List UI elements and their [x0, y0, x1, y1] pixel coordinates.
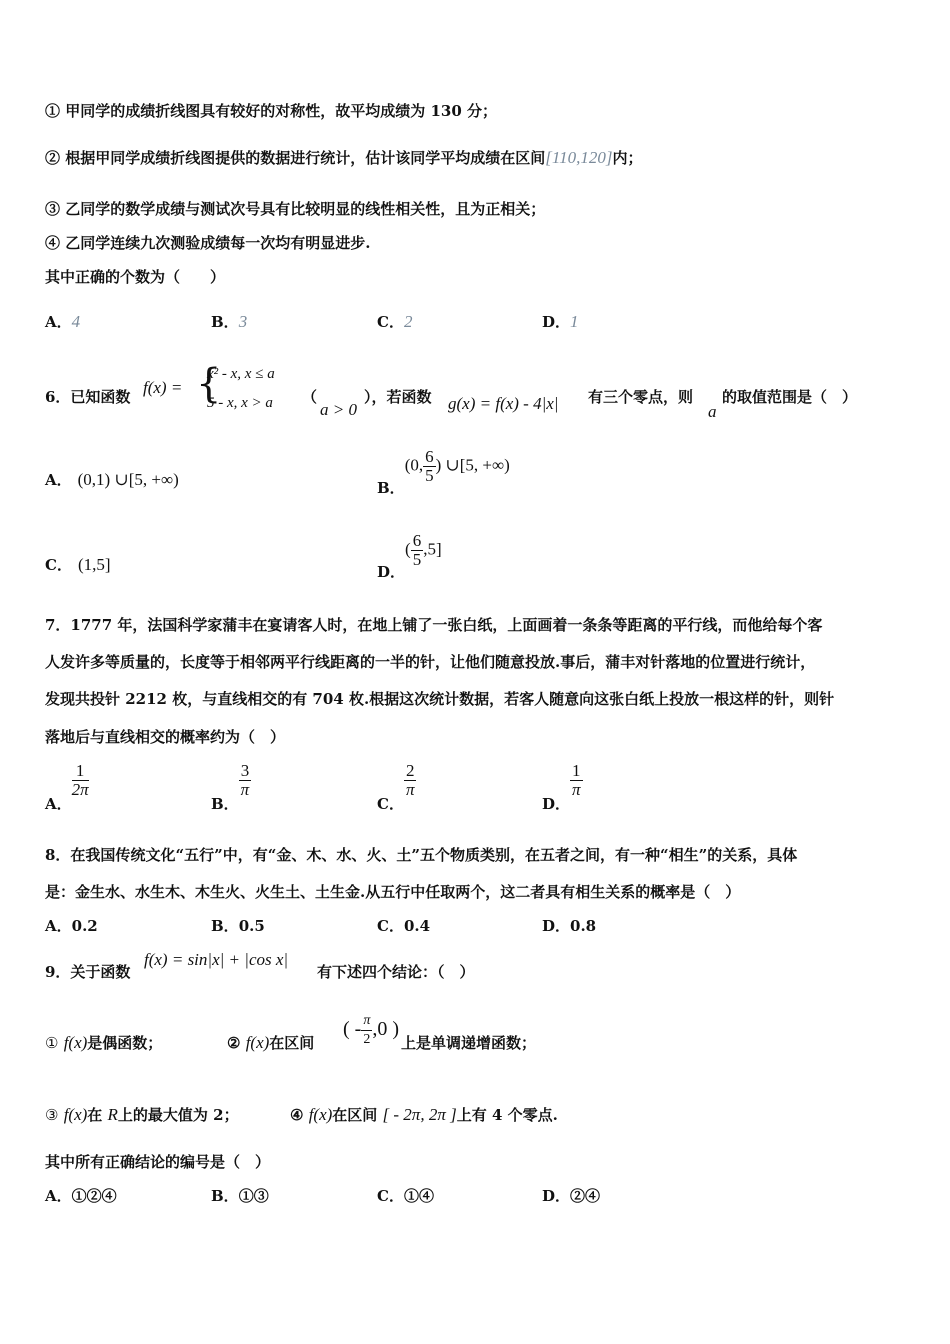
denominator: 5	[425, 466, 434, 485]
option-label: C．	[45, 556, 72, 574]
q6-option-b[interactable]	[377, 447, 510, 497]
q9-fx: f(x) = sin|x| + |cos x|	[144, 950, 289, 969]
q9-option-b[interactable]	[211, 1186, 269, 1206]
q9-c4-text-a: 在区间	[332, 1106, 378, 1124]
q6-mid2: 有三个零点，则	[588, 388, 694, 406]
q9-c2-interval	[343, 1012, 399, 1049]
q6-option-c[interactable]	[45, 555, 111, 575]
option-label: B．	[211, 313, 239, 331]
option-label: D．	[377, 562, 406, 581]
option-label: B．	[211, 794, 239, 813]
q6-case-1: x² - x, x ≤ a	[207, 366, 275, 382]
q9-option-c[interactable]	[377, 1186, 434, 1206]
fraction	[404, 762, 417, 799]
option-label: A．	[45, 794, 72, 813]
numerator: π	[361, 1012, 372, 1031]
q5-option-d[interactable]	[542, 312, 579, 332]
q7-option-b[interactable]	[211, 761, 251, 813]
fraction	[72, 762, 89, 799]
q6-paren-open: （	[302, 388, 318, 406]
option-value: 1	[570, 312, 579, 331]
option-value-pre: (0,	[404, 455, 424, 475]
q5-statement-1: ① 甲同学的成绩折线图具有较好的对称性，故平均成绩为 130 分；	[45, 102, 497, 120]
q6-option-a[interactable]	[45, 470, 179, 490]
circled-three: ③	[45, 1106, 59, 1124]
option-label: A．	[45, 313, 72, 331]
denominator: 5	[412, 550, 422, 569]
q8-option-a[interactable]	[45, 916, 98, 936]
q6-mid: ），若函数	[364, 388, 432, 406]
q5-statement-2	[45, 148, 642, 168]
interval-close: ,0 )	[372, 1018, 400, 1040]
q9-c3-fx: f(x)	[63, 1105, 88, 1124]
numerator: 6	[412, 531, 422, 550]
q9-c2-text-b: 上是单调递增函数；	[401, 1034, 537, 1052]
numerator: 1	[572, 761, 581, 780]
q8-option-b[interactable]	[211, 916, 265, 936]
option-value-post: ) ∪[5, +∞)	[435, 455, 510, 475]
option-value: (1,5]	[77, 555, 111, 574]
q9-c4-interval: [ - 2π, 2π ]	[382, 1105, 457, 1124]
q7-option-c[interactable]	[377, 761, 416, 813]
q6-option-d[interactable]	[377, 531, 442, 581]
option-label: C．	[377, 794, 404, 813]
interval-open: ( -	[343, 1018, 362, 1040]
option-value: ①②④	[71, 1187, 117, 1205]
q9-tail: 有下述四个结论：（ ）	[317, 963, 475, 981]
option-label: D．	[542, 1187, 571, 1205]
denominator: 2	[363, 1032, 371, 1047]
q8-line-1: 8．在我国传统文化“五行”中，有“金、木、水、火、土”五个物质类别，在五者之间，有一种“相生”的关系，具体	[45, 846, 798, 864]
fraction	[423, 448, 436, 485]
q5-statement-2-tail: 内；	[612, 149, 643, 167]
q5-statement-4: ④ 乙同学连续九次测验成绩每一次均有明显进步.	[45, 234, 371, 252]
q9-c1-fx: f(x)	[63, 1033, 88, 1052]
option-value: ①③	[238, 1187, 269, 1205]
q5-option-b[interactable]	[211, 312, 247, 332]
q7-line-4: 落地后与直线相交的概率约为（ ）	[45, 728, 286, 746]
fraction	[361, 1012, 372, 1049]
q9-c2-fx: f(x)	[245, 1033, 270, 1052]
option-value: 4	[71, 312, 81, 331]
option-label: D．	[542, 794, 571, 813]
option-value: (0,1) ∪[5, +∞)	[77, 470, 179, 489]
q5-statement-2-text: ② 根据甲同学成绩折线图提供的数据进行统计，估计该同学平均成绩在区间	[45, 149, 546, 167]
option-label: C．	[377, 917, 404, 935]
circled-one: ①	[45, 1034, 59, 1052]
q5-question: 其中正确的个数为（ ）	[45, 268, 226, 286]
q6-brace: {	[196, 361, 222, 407]
denominator: 2π	[71, 780, 89, 799]
option-label: C．	[377, 1187, 404, 1205]
option-label: C．	[377, 313, 404, 331]
option-value-pre: (	[405, 539, 411, 559]
q9-c3-text-a: 在	[87, 1106, 103, 1124]
q5-option-a[interactable]	[45, 312, 80, 332]
option-value: 0.4	[403, 917, 431, 935]
option-label: A．	[45, 1187, 72, 1205]
q6-condition: a > 0	[320, 400, 357, 419]
option-value: 0.5	[238, 917, 265, 935]
option-label: D．	[542, 917, 571, 935]
option-label: B．	[211, 1187, 239, 1205]
q9-option-a[interactable]	[45, 1186, 117, 1206]
option-label: D．	[542, 313, 571, 331]
numerator: 3	[240, 761, 250, 780]
circled-two: ②	[227, 1034, 241, 1052]
q7-line-3: 发现共投针 2212 枚，与直线相交的有 704 枚.根据这次统计数据，若客人随意向这张白纸上投放一根这样的针，则针	[45, 690, 835, 708]
q7-option-d[interactable]	[542, 761, 583, 813]
fraction	[239, 762, 252, 799]
q9-conclusion-2	[227, 1033, 314, 1053]
q6-tail: 的取值范围是（ ）	[722, 388, 858, 406]
q9-c3-text-b: 上的最大值为 2；	[117, 1106, 239, 1124]
q9-c3-R: R	[107, 1105, 118, 1124]
q5-statement-3: ③ 乙同学的数学成绩与测试次号具有比较明显的线性相关性，且为正相关；	[45, 200, 546, 218]
option-value: ①④	[403, 1187, 434, 1205]
q5-option-c[interactable]	[377, 312, 412, 332]
q8-line-2: 是：金生水、水生木、木生火、火生土、土生金.从五行中任取两个，这二者具有相生关系的概率是（ ）	[45, 883, 741, 901]
option-value: 3	[238, 312, 248, 331]
denominator: π	[572, 780, 581, 799]
q6-var-a: a	[708, 402, 717, 421]
q9-option-d[interactable]	[542, 1186, 600, 1206]
fraction	[411, 532, 424, 569]
q5-interval: [110,120]	[545, 148, 613, 167]
option-value: ②④	[570, 1187, 601, 1205]
q9-c1-text: 是偶函数；	[87, 1034, 163, 1052]
denominator: π	[405, 780, 415, 799]
q9-c4-fx: f(x)	[308, 1105, 333, 1124]
q9-question: 其中所有正确结论的编号是（ ）	[45, 1153, 271, 1171]
option-value: 0.2	[71, 917, 98, 935]
numerator: 6	[425, 447, 434, 466]
fraction	[570, 762, 583, 799]
q9-conclusion-4	[290, 1105, 558, 1125]
option-label: A．	[45, 917, 72, 935]
option-value: 0.8	[570, 917, 597, 935]
q7-option-a[interactable]	[45, 761, 89, 813]
circled-four: ④	[290, 1106, 304, 1124]
q7-line-2: 人发许多等质量的，长度等于相邻两平行线距离的一半的针，让他们随意投放.事后，蒲丰对针落地的位置进行统计，	[45, 653, 816, 671]
q6-lead: 6．已知函数	[45, 388, 131, 406]
q9-c4-text-b: 上有 4 个零点.	[456, 1106, 558, 1124]
q8-option-c[interactable]	[377, 916, 430, 936]
q9-conclusion-1	[45, 1033, 162, 1053]
q9-conclusion-3	[45, 1105, 239, 1125]
option-label: A．	[45, 471, 72, 489]
option-value-post: ,5]	[423, 539, 442, 559]
numerator: 2	[405, 761, 415, 780]
q7-line-1: 7．1777 年，法国科学家蒲丰在宴请客人时，在地上铺了一张白纸，上面画着一条条等距离的平行线，而他给每个客	[45, 616, 823, 634]
q9-c2-text-a: 在区间	[269, 1034, 315, 1052]
q6-gx: g(x) = f(x) - 4|x|	[448, 394, 559, 413]
q6-fx: f(x) =	[143, 378, 183, 397]
option-value: 2	[403, 312, 413, 331]
q9-lead: 9．关于函数	[45, 963, 131, 981]
q8-option-d[interactable]	[542, 916, 596, 936]
numerator: 1	[72, 762, 89, 781]
q6-case-2: 5 - x, x > a	[207, 395, 273, 411]
option-label: B．	[377, 478, 405, 497]
option-label: B．	[211, 917, 239, 935]
denominator: π	[240, 780, 250, 799]
